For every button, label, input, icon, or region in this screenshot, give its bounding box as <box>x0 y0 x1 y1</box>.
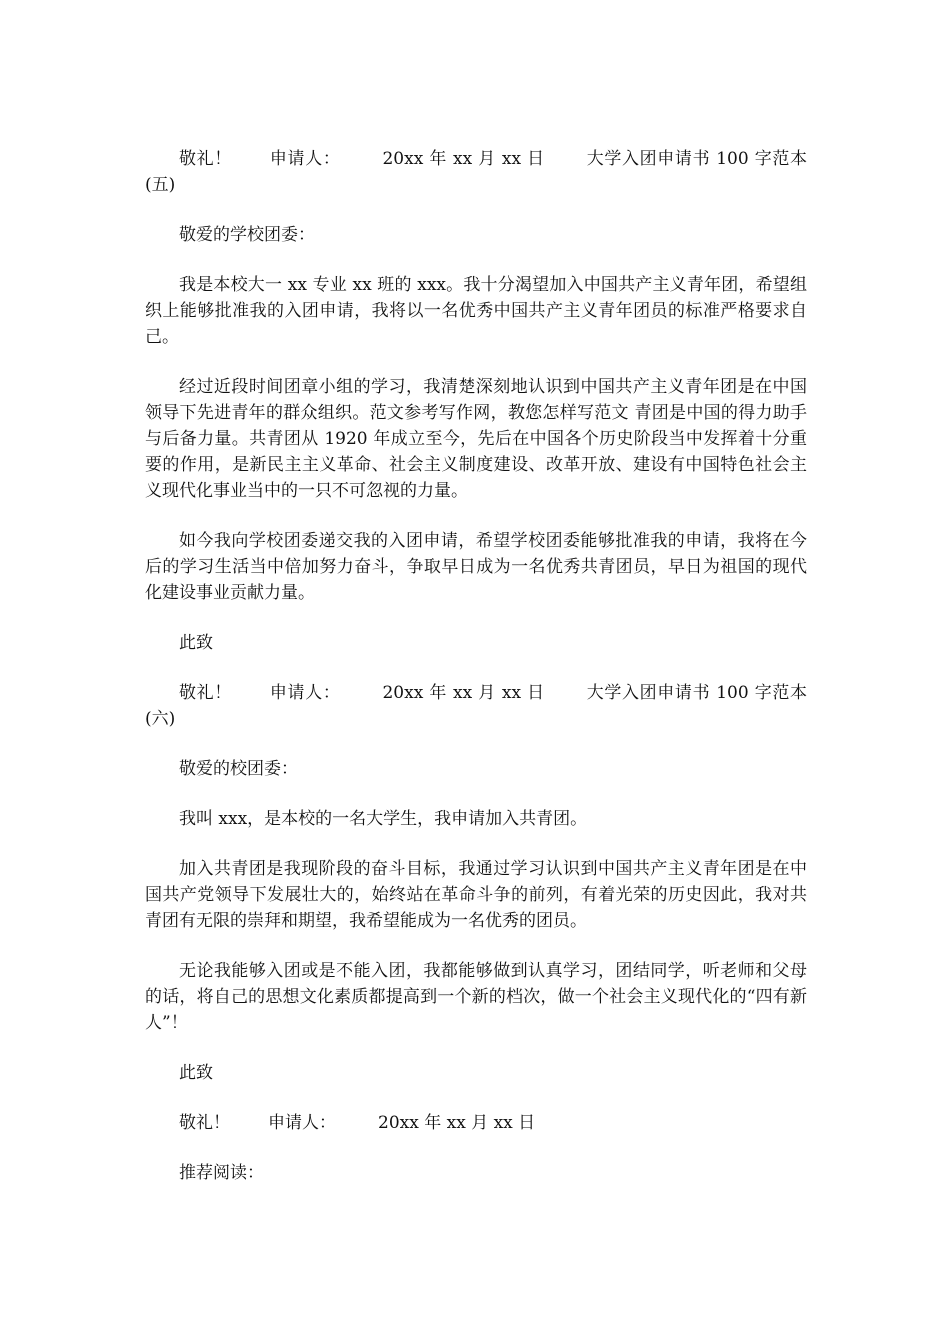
greeting: 敬爱的学校团委： <box>179 225 315 245</box>
paragraph: 经过近段时间团章小组的学习，我清楚深刻地认识到中国共产主义青年团是在中国领导下先进青年的群众组织。范文参考写作网，教您怎样写范文 青团是中国的得力助手与后备力量。共青团从 1920 年成立至今，先后在中国各个历史阶段当中发挥着十分重要的作用，是新民主主义革命、社会主义制度建设、改革开放、建设有中国特色社会主义现代化事业当中的一只不可忽视的力量。 <box>145 377 807 501</box>
paragraph: 加入共青团是我现阶段的奋斗目标，我通过学习认识到中国共产主义青年团是在中国共产党领导下发展壮大的，始终站在革命斗争的前列，有着光荣的历史因此，我对共青团有无限的崇拜和期望，我希望能成为一名优秀的团员。 <box>145 859 807 931</box>
recommend-reading: 推荐阅读： <box>179 1163 264 1183</box>
paragraph: 无论我能够入团或是不能入团，我都能够做到认真学习，团结同学，听老师和父母的话，将自己的思想文化素质都提高到一个新的档次，做一个社会主义现代化的“四有新人”！ <box>145 961 807 1033</box>
date-text: 20xx 年 xx 月 xx 日 <box>382 683 545 703</box>
paragraph: 我是本校大一 xx 专业 xx 班的 xxx。我十分渴望加入中国共产主义青年团，希望组织上能够批准我的入团申请，我将以一名优秀中国共产主义青年团员的标准严格要求自己。 <box>145 275 807 347</box>
salute-text: 敬礼！ <box>179 683 232 703</box>
salute-text: 敬礼！ <box>179 149 232 169</box>
applicant-label: 申请人： <box>268 1113 336 1133</box>
applicant-label: 申请人： <box>269 149 341 169</box>
signature-line-2 <box>145 680 807 732</box>
section-number: (五) <box>145 175 176 195</box>
greeting: 敬爱的校团委： <box>179 759 298 779</box>
applicant-label: 申请人： <box>269 683 341 703</box>
date-text: 20xx 年 xx 月 xx 日 <box>378 1113 536 1133</box>
signature-line-1 <box>145 146 807 198</box>
section-number: (六) <box>145 709 176 729</box>
signature-line-3 <box>145 1110 807 1136</box>
closing-text: 此致 <box>179 1063 213 1083</box>
closing-text: 此致 <box>179 633 213 653</box>
section-title: 大学入团申请书 100 字范本 <box>586 683 808 703</box>
paragraph: 我叫 xxx，是本校的一名大学生，我申请加入共青团。 <box>179 809 588 829</box>
date-text: 20xx 年 xx 月 xx 日 <box>382 149 545 169</box>
salute-text: 敬礼！ <box>179 1113 230 1133</box>
paragraph: 如今我向学校团委递交我的入团申请，希望学校团委能够批准我的申请，我将在今后的学习生活当中倍加努力奋斗，争取早日成为一名优秀共青团员，早日为祖国的现代化建设事业贡献力量。 <box>145 531 807 603</box>
document-body <box>145 146 807 1210</box>
section-title: 大学入团申请书 100 字范本 <box>586 149 808 169</box>
